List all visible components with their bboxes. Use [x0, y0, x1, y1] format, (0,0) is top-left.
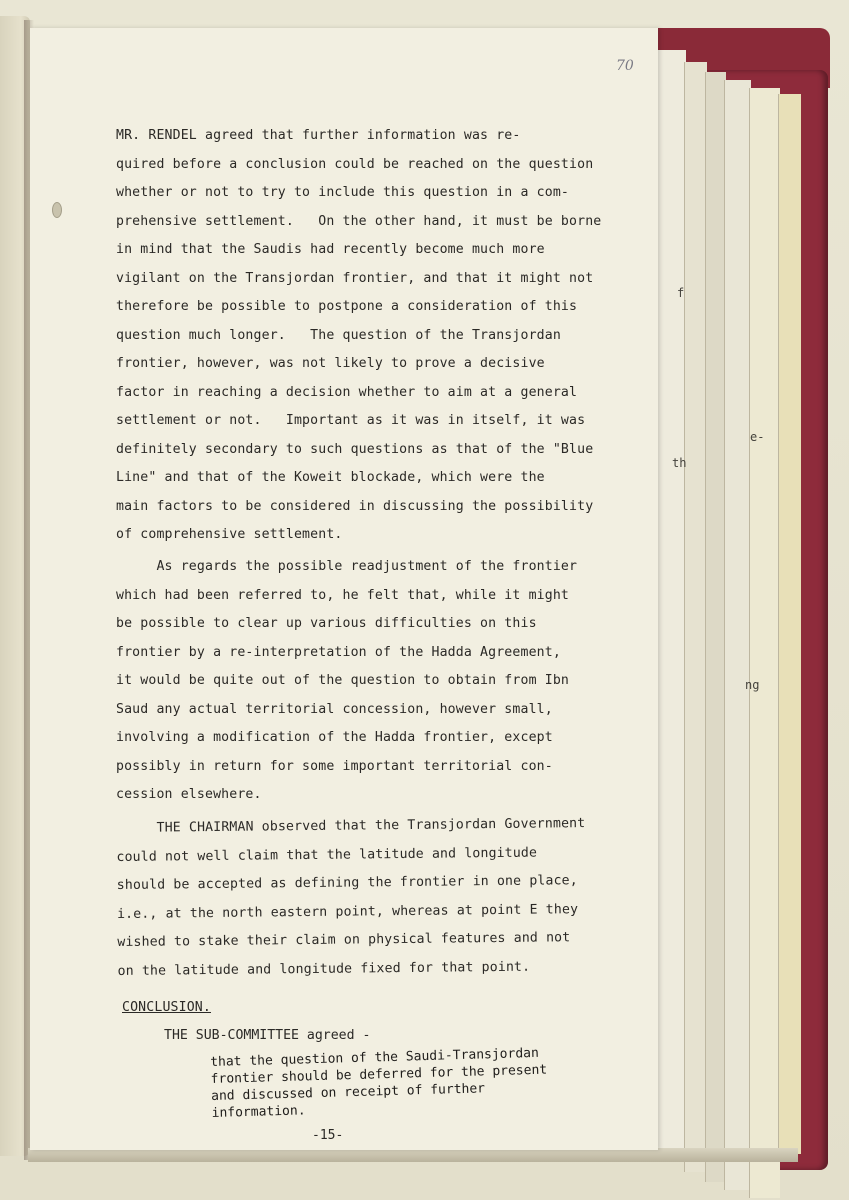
page-stack-layer — [684, 62, 707, 1172]
margin-fragment: th — [672, 456, 687, 470]
page-stack-layer — [655, 50, 686, 1160]
resolution-text: that the question of the Saudi-Transjordan frontier should be deferred for the present and discussed on receipt of further information. — [210, 1045, 548, 1121]
margin-fragment: ng — [745, 678, 760, 692]
punch-hole — [52, 202, 62, 218]
sub-committee-agreed: THE SUB-COMMITTEE agreed - — [164, 1028, 371, 1043]
page-stack-layer — [749, 88, 780, 1198]
margin-fragment: f — [677, 286, 685, 300]
margin-fragment: e- — [750, 430, 765, 444]
page-stack-layer — [724, 80, 751, 1190]
folio-number: 70 — [616, 58, 634, 74]
paragraph-readjustment: As regards the possible readjustment of the frontier which had been referred to, he felt that, while it might be possible to clear up various difficulties on this frontier by a re-interpretation of the Hadda Agreement, it would be quite out of the question to obtain from Ibn Saud any actual territorial concession, however small, involving a modification of the Hadda frontier, except possibly in return for some important territorial con- cession elsewhere. — [116, 559, 578, 802]
paragraph-chairman: THE CHAIRMAN observed that the Transjordan Government could not well claim that the latitude and longitude should be accepted as defining the frontier in one place, i.e., at the north eastern point, whereas at point E they wished to stake their claim on physical features and not on the latitude and longitude fixed for that point. — [116, 816, 586, 979]
paragraph-rendel: MR. RENDEL agreed that further information was re- quired before a conclusion could be reached on the question whether or not to try to include this question in a com- prehensive settlement. On the other hand, it must be borne in mind that the Saudis had recently become much more vigilant on the Transjordan frontier, and that it might not therefore be possible to postpone a consideration of this question much longer. The question of the Transjordan frontier, however, was not likely to prove a decisive factor in reaching a decision whether to aim at a general settlement or not. Important as it was in itself, it was definitely secondary to such questions as that of the "Blue Line" and that of the Koweit blockade, which were the main factors to be considered in discussing the possibility of comprehensive settlement. — [116, 128, 602, 542]
book-bottom-edge — [28, 1148, 798, 1162]
page-stack-layer — [778, 94, 801, 1154]
conclusion-heading: CONCLUSION. — [122, 1000, 211, 1015]
page-number: -15- — [312, 1128, 344, 1143]
page-stack-layer — [705, 72, 726, 1182]
